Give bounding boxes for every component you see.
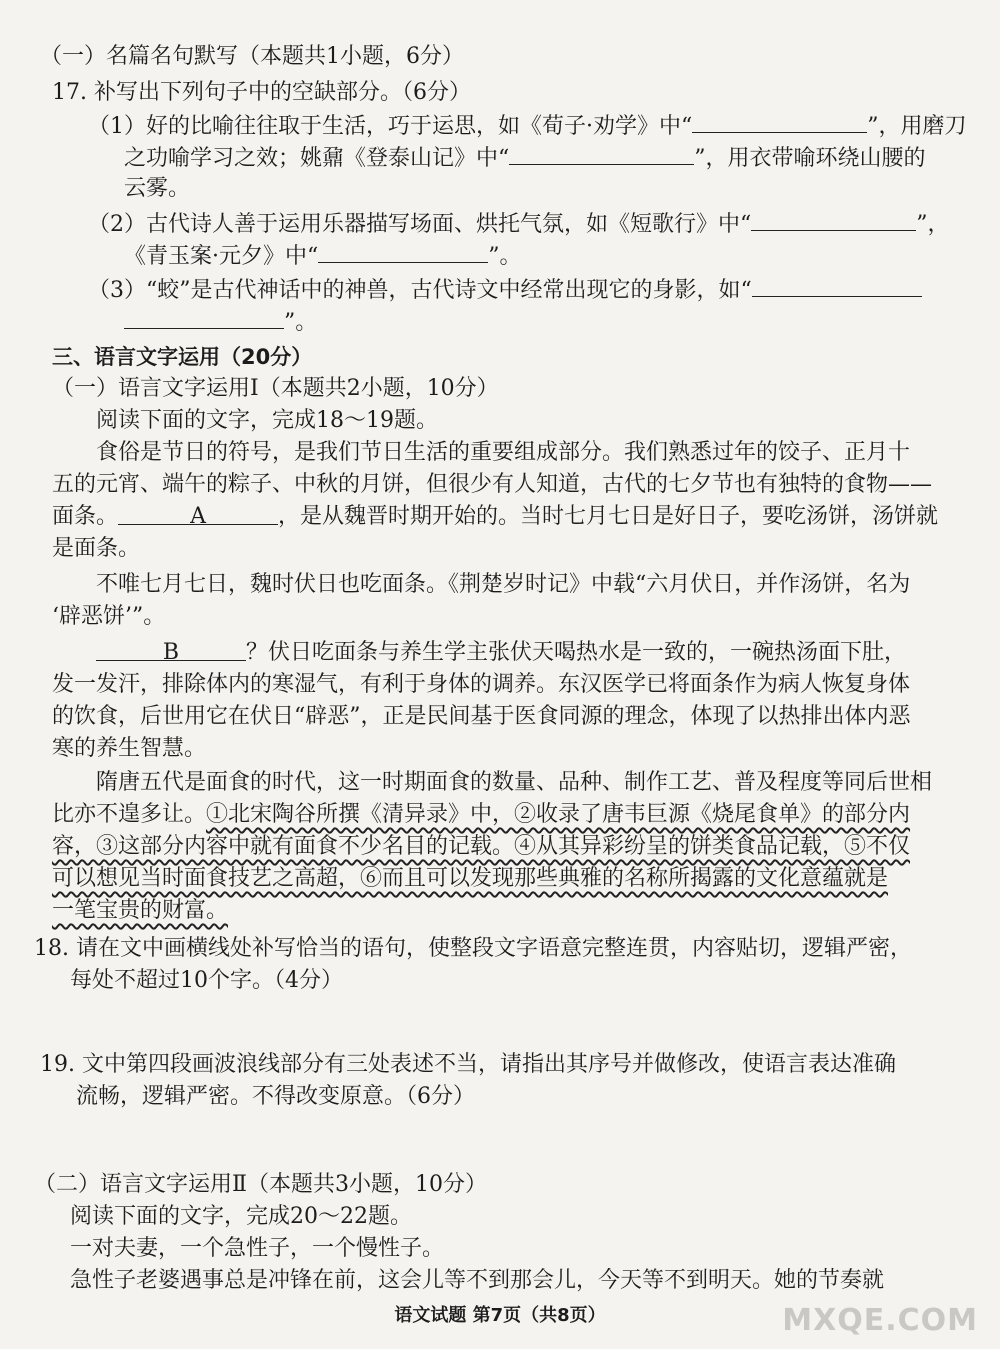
wavy-underlined-text: 一笔宝贵的财富。 (52, 898, 229, 923)
wavy-underlined-text: 容，③这部分内容中就有面食不少名目的记载。④从其异彩纷呈的饼类食品记载，⑤不仅 (52, 834, 911, 859)
answer-blank[interactable] (751, 208, 916, 231)
passage2-line1: 一对夫妻，一个急性子，一个慢性子。 (70, 1236, 445, 1261)
passage1-para2-line1: 不唯七月七日，魏时伏日也吃面条。《荆楚岁时记》中载“六月伏日，并作汤饼，名为 (96, 572, 911, 597)
passage1-para1-line2: 五的元宵、端午的粽子、中秋的月饼，但很少有人知道，古代的七夕节也有独特的食物—— (52, 472, 933, 497)
part1-header: （一）语言文字运用Ⅰ（本题共2小题，10分） (52, 376, 499, 401)
passage1-para2-line2: ‘辟恶饼’”。 (52, 604, 166, 629)
blank-a[interactable]: A (118, 502, 278, 525)
q17-part2-line1: （2）古代诗人善于运用乐器描写场面、烘托气氛，如《短歌行》中“ ”， (88, 208, 950, 240)
passage1-para1-line4: 是面条。 (52, 536, 141, 561)
question-19-line1: 19. 文中第四段画波浪线部分有三处表述不当，请指出其序号并做修改，使语言表达准确 (40, 1052, 896, 1077)
passage1-para3-line3: 的饮食，后世用它在伏日“辟恶”，正是民间基于医食同源的理念，体现了以热排出体内恶 (52, 704, 911, 729)
blank-b[interactable]: B (96, 638, 246, 661)
passage1-para3-line2: 发一发汗，排除体内的寒湿气，有利于身体的调养。东汉医学已将面条作为病人恢复身体 (52, 672, 911, 697)
answer-blank[interactable] (752, 274, 922, 297)
answer-blank[interactable] (124, 306, 284, 329)
question-19-line2: 流畅，逻辑严密。不得改变原意。（6分） (76, 1084, 475, 1109)
passage1-para3-line1: B ？伏日吃面条与养生学主张伏天喝热水是一致的，一碗热汤面下肚， (96, 638, 906, 668)
passage1-para1-line1: 食俗是节日的符号，是我们节日生活的重要组成部分。我们熟悉过年的饺子、正月十 (96, 440, 911, 465)
part2-intro: 阅读下面的文字，完成20～22题。 (70, 1204, 412, 1229)
watermark: MXQE.COM (782, 1303, 978, 1338)
question-18-line1: 18. 请在文中画横线处补写恰当的语句，使整段文字语意完整连贯，内容贴切，逻辑严密， (34, 936, 912, 961)
passage2-line2: 急性子老婆遇事总是冲锋在前，这会儿等不到那会儿，今天等不到明天。她的节奏就 (70, 1268, 885, 1293)
q17-part2-line2: 《青玉案·元夕》中“ ”。 (124, 240, 522, 272)
passage1-para3-line4: 寒的养生智慧。 (52, 736, 207, 761)
section-header-poems: （一）名篇名句默写（本题共1小题，6分） (40, 44, 464, 69)
part2-header: （二）语言文字运用Ⅱ（本题共3小题，10分） (34, 1172, 487, 1197)
answer-blank[interactable] (509, 142, 694, 165)
passage1-para4-line1: 隋唐五代是面食的时代，这一时期面食的数量、品种、制作工艺、普及程度等同后世相 (96, 770, 933, 795)
section-header-language: 三、语言文字运用（20分） (52, 345, 313, 369)
passage1-para4-line2: 比亦不遑多让。①北宋陶谷所撰《清异录》中，②收录了唐韦巨源《烧尾食单》的部分内 (52, 802, 911, 827)
q17-part3-line2: ”。 (124, 306, 317, 338)
answer-blank[interactable] (692, 110, 867, 133)
q17-part1-line3: 云雾。 (124, 176, 191, 201)
passage1-para1-line3: 面条。 A ，是从魏晋时期开始的。当时七月七日是好日子，要吃汤饼，汤饼就 (52, 504, 939, 529)
page-footer: 语文试题 第7页（共8页） (394, 1305, 606, 1326)
answer-blank[interactable] (318, 240, 488, 263)
q17-part3-line1: （3）“蛟”是古代神话中的神兽，古代诗文中经常出现它的身影，如“ (88, 274, 922, 306)
part1-intro: 阅读下面的文字，完成18～19题。 (96, 408, 438, 433)
question-17-stem: 17. 补写出下列句子中的空缺部分。（6分） (52, 80, 471, 105)
q17-part1-line2: 之功喻学习之效；姚鼐《登泰山记》中“ ”，用衣带喻环绕山腰的 (124, 142, 926, 174)
question-18-line2: 每处不超过10个字。（4分） (70, 968, 343, 993)
wavy-underlined-text: 可以想见当时面食技艺之高超，⑥而且可以发现那些典雅的名称所揭露的文化意蕴就是 (52, 866, 889, 891)
wavy-underlined-text: ①北宋陶谷所撰《清异录》中，②收录了唐韦巨源《烧尾食单》的部分内 (206, 802, 911, 827)
q17-part1-line1: （1）好的比喻往往取于生活，巧于运思，如《荀子·劝学》中“ ”，用磨刀 (88, 110, 967, 142)
